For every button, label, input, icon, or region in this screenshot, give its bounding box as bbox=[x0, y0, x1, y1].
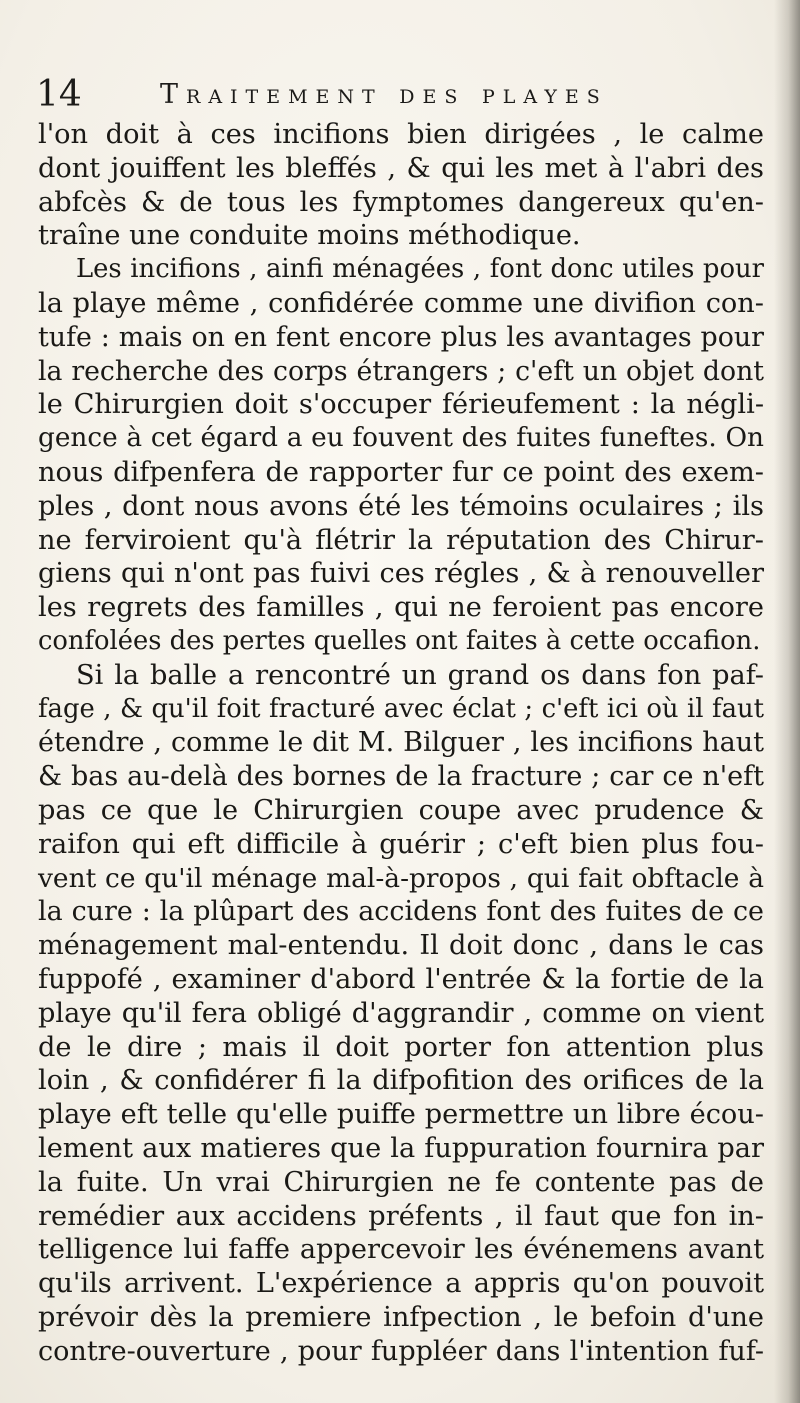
text-line: la fuite. Un vrai Chirurgien ne fe contente pas de bbox=[38, 1166, 764, 1198]
text-line: playe qu'il fera obligé d'aggrandir , comme on vient bbox=[38, 997, 764, 1029]
body-text bbox=[38, 118, 764, 1368]
text-line: la playe même , confidérée comme une divifion con- bbox=[38, 287, 764, 319]
text-line: playe eft telle qu'elle puiffe permettre un libre écou- bbox=[38, 1099, 764, 1131]
text-line: dont jouiffent les bleffés , & qui les met à l'abri des bbox=[38, 152, 764, 184]
text-line: gence à cet égard a eu fouvent des fuites funeftes. On bbox=[38, 423, 764, 454]
text-line: fage , & qu'il foit fracturé avec éclat ; c'eft ici où il faut bbox=[38, 693, 764, 724]
text-line: loin , & confidérer fi la difpofition des orifices de la bbox=[38, 1065, 764, 1097]
text-line: nous difpenfera de rapporter fur ce point des exem- bbox=[38, 456, 764, 488]
text-line: raifon qui eft difficile à guérir ; c'eft bien plus fou- bbox=[38, 828, 764, 860]
text-line: qu'ils arrivent. L'expérience a appris qu'on pouvoit bbox=[38, 1268, 764, 1300]
text-line: & bas au-delà des bornes de la fracture ; car ce n'eft bbox=[38, 761, 764, 793]
text-line: abfcès & de tous les fymptomes dangereux qu'en- bbox=[38, 186, 764, 218]
text-line: confolées des pertes quelles ont faites à cette occafion. bbox=[38, 625, 761, 656]
text-line: les regrets des familles , qui ne feroient pas encore bbox=[38, 592, 764, 624]
text-line: la cure : la plûpart des accidens font des fuites de ce bbox=[38, 896, 764, 928]
text-line: remédier aux accidens préfents , il faut que fon in- bbox=[38, 1200, 764, 1232]
text-line: Si la balle a rencontré un grand os dans fon paf- bbox=[76, 659, 764, 691]
text-line: vent ce qu'il ménage mal-à-propos , qui fait obftacle à bbox=[38, 862, 764, 894]
text-line: contre-ouverture , pour fuppléer dans l'intention fuf- bbox=[38, 1335, 764, 1367]
text-line: Les incifions , ainfi ménagées , font donc utiles pour bbox=[76, 254, 764, 285]
text-line: étendre , comme le dit M. Bilguer , les incifions haut bbox=[38, 727, 764, 759]
page-gutter-shadow bbox=[774, 0, 800, 1403]
text-line: giens qui n'ont pas fuivi ces régles , & à renouveller bbox=[38, 558, 764, 590]
text-line: traîne une conduite moins méthodique. bbox=[38, 220, 581, 252]
text-line: prévoir dès la premiere infpection , le befoin d'une bbox=[38, 1301, 764, 1333]
text-line: telligence lui faffe appercevoir les événemens avant bbox=[38, 1234, 764, 1266]
text-line: de le dire ; mais il doit porter fon attention plus bbox=[38, 1031, 764, 1063]
text-line: ples , dont nous avons été les témoins oculaires ; ils bbox=[38, 490, 764, 522]
text-line: lement aux matieres que la fuppuration fournira par bbox=[38, 1132, 764, 1164]
text-line: le Chirurgien doit s'occuper férieufement : la négli- bbox=[38, 389, 764, 421]
text-line: fuppofé , examiner d'abord l'entrée & la fortie de la bbox=[38, 963, 764, 995]
text-line: la recherche des corps étrangers ; c'eft un objet dont bbox=[38, 355, 764, 387]
text-line: l'on doit à ces incifions bien dirigées , le calme bbox=[38, 119, 764, 150]
text-line: ne ferviroient qu'à flétrir la réputation des Chirur- bbox=[38, 524, 764, 556]
page-header bbox=[36, 70, 776, 120]
page-number: 14 bbox=[36, 74, 82, 115]
text-line: tufe : mais on en fent encore plus les avantages pour bbox=[38, 321, 764, 353]
text-line: ménagement mal-entendu. Il doit donc , dans le cas bbox=[38, 930, 764, 962]
text-line: pas ce que le Chirurgien coupe avec prudence & bbox=[38, 794, 764, 826]
running-head: Traitement des playes bbox=[160, 79, 608, 110]
